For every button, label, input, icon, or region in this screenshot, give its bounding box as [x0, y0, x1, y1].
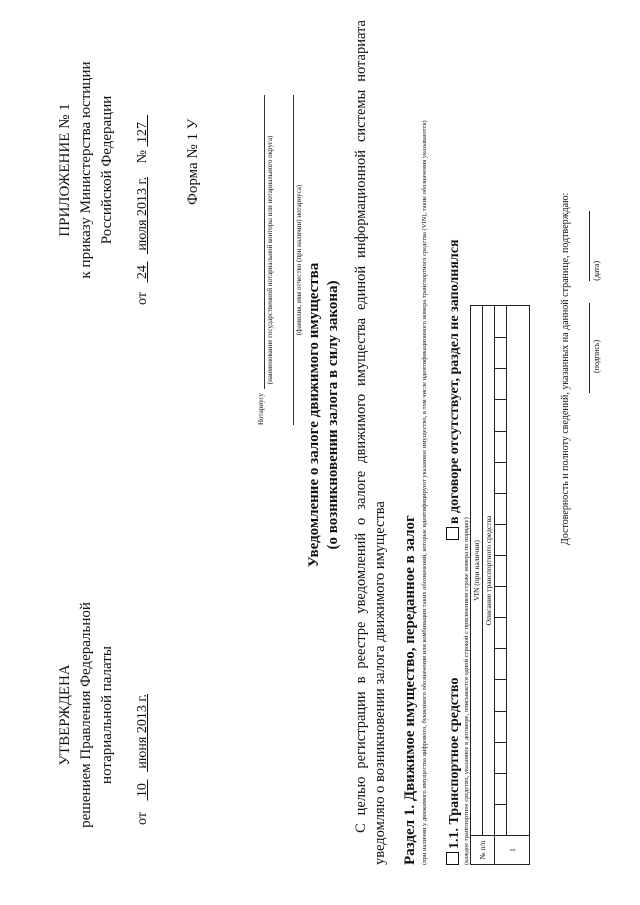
signature-statement: Достоверность и полноту сведений, указанных на данной странице, подтверждаю:: [560, 192, 571, 545]
table-row: [507, 306, 530, 865]
subsection-vehicle: [446, 678, 463, 865]
intro-paragraph: С целью регистрации в реестре уведомлений о залоге движимого имущества единой информационной системы нотариата уведомляю о возникновении залога движимого имущества: [353, 20, 388, 865]
annex-date-day: 24: [135, 265, 150, 280]
vehicle-absent-label: в договоре отсутствует, раздел не заполнялся: [447, 239, 462, 524]
annex-line2: Российской Федерации: [99, 95, 115, 245]
notary-caption-name: (фамилия, имя отчество (при наличии) нотариуса): [295, 184, 303, 336]
vin-char-cell[interactable]: [495, 338, 507, 369]
section1-note: (при наличии у движимого имущества цифрового, буквенного обозначения или комбинации таких обозначений, которые идентифицируют указанное имущество, в том числе идентификационного номера транспортного средства (VIN), такие обозначения указываются): [421, 120, 428, 865]
form-number: Форма № 1 У: [185, 118, 201, 205]
vin-char-cell[interactable]: [495, 524, 507, 555]
section1-title: Раздел 1. Движимое имущество, переданное в залог: [402, 515, 418, 865]
table-row: [471, 306, 483, 865]
table-header-description: Описание транспортного средства: [483, 306, 495, 836]
approved-date-month-year: июня 2013 г.: [135, 694, 150, 769]
date-line[interactable]: [580, 211, 590, 281]
approved-block: [55, 585, 153, 845]
vin-char-cell[interactable]: [495, 306, 507, 338]
table-header-number: № п/п: [471, 836, 495, 865]
annex-date: от 24 июля 2013 г. № 127: [135, 122, 150, 305]
vehicle-table: [470, 305, 530, 865]
subsection-vehicle-note: (каждое транспортное средство, указанное в договоре, описывается одной строкой с присвоением строке номера по порядку): [463, 517, 470, 865]
table-row: [483, 306, 495, 865]
notary-block: [252, 95, 304, 425]
annex-number: 127: [135, 122, 150, 143]
annex-title: ПРИЛОЖЕНИЕ № 1: [57, 103, 73, 237]
vin-char-cell[interactable]: [495, 493, 507, 524]
annex-block: [55, 35, 153, 305]
table-row: [495, 306, 507, 865]
vin-char-cell[interactable]: [495, 462, 507, 493]
approved-line1: решением Правления Федеральной: [78, 602, 94, 828]
document-title-line1: Уведомление о залоге движимого имущества: [306, 262, 322, 568]
vin-char-cell[interactable]: [495, 618, 507, 649]
table-cell-row-number: 1: [495, 836, 530, 865]
vin-char-cell[interactable]: [495, 742, 507, 773]
annex-line1: к приказу Министерства юстиции: [78, 61, 94, 279]
signature-line[interactable]: [580, 303, 590, 393]
notary-name-line[interactable]: [281, 95, 294, 425]
document-title-line2: (о возникновении залога в силу закона): [325, 280, 341, 550]
subsection-vehicle-title: 1.1. Транспортное средство: [447, 677, 462, 849]
vehicle-checkbox[interactable]: [446, 852, 459, 865]
vin-char-cell[interactable]: [495, 804, 507, 835]
signature-block: [560, 20, 603, 545]
vin-char-cell[interactable]: [495, 711, 507, 742]
annex-date-month-year: июля 2013 г.: [135, 176, 150, 251]
vin-char-cell[interactable]: [495, 431, 507, 462]
approved-date: от 10 июня 2013 г.: [135, 694, 150, 825]
vin-char-cell[interactable]: [495, 556, 507, 587]
vehicle-absent-checkbox[interactable]: [446, 527, 459, 540]
vin-char-cell[interactable]: [495, 400, 507, 431]
vin-char-cell[interactable]: [495, 649, 507, 680]
date-caption: (дата): [592, 260, 601, 281]
vehicle-absent-option: [446, 239, 463, 540]
notary-office-line[interactable]: [252, 95, 265, 389]
notary-caption-office: (наименование государственной нотариальной конторы или нотариального округа): [266, 135, 274, 385]
table-header-vin: VIN (при наличии): [471, 306, 483, 836]
document-title: [305, 155, 343, 675]
vin-char-cell[interactable]: [495, 773, 507, 804]
approved-title: УТВЕРЖДЕНА: [57, 664, 73, 766]
vin-char-cell[interactable]: [495, 587, 507, 618]
notary-label: Нотариусу: [257, 393, 265, 425]
vin-char-cell[interactable]: [495, 680, 507, 711]
approved-date-day: 10: [135, 783, 150, 798]
signature-caption: (подпись): [592, 339, 601, 373]
vehicle-description-cell[interactable]: [507, 306, 530, 836]
vin-char-cell[interactable]: [495, 369, 507, 400]
approved-line2: нотариальной палаты: [99, 646, 115, 784]
